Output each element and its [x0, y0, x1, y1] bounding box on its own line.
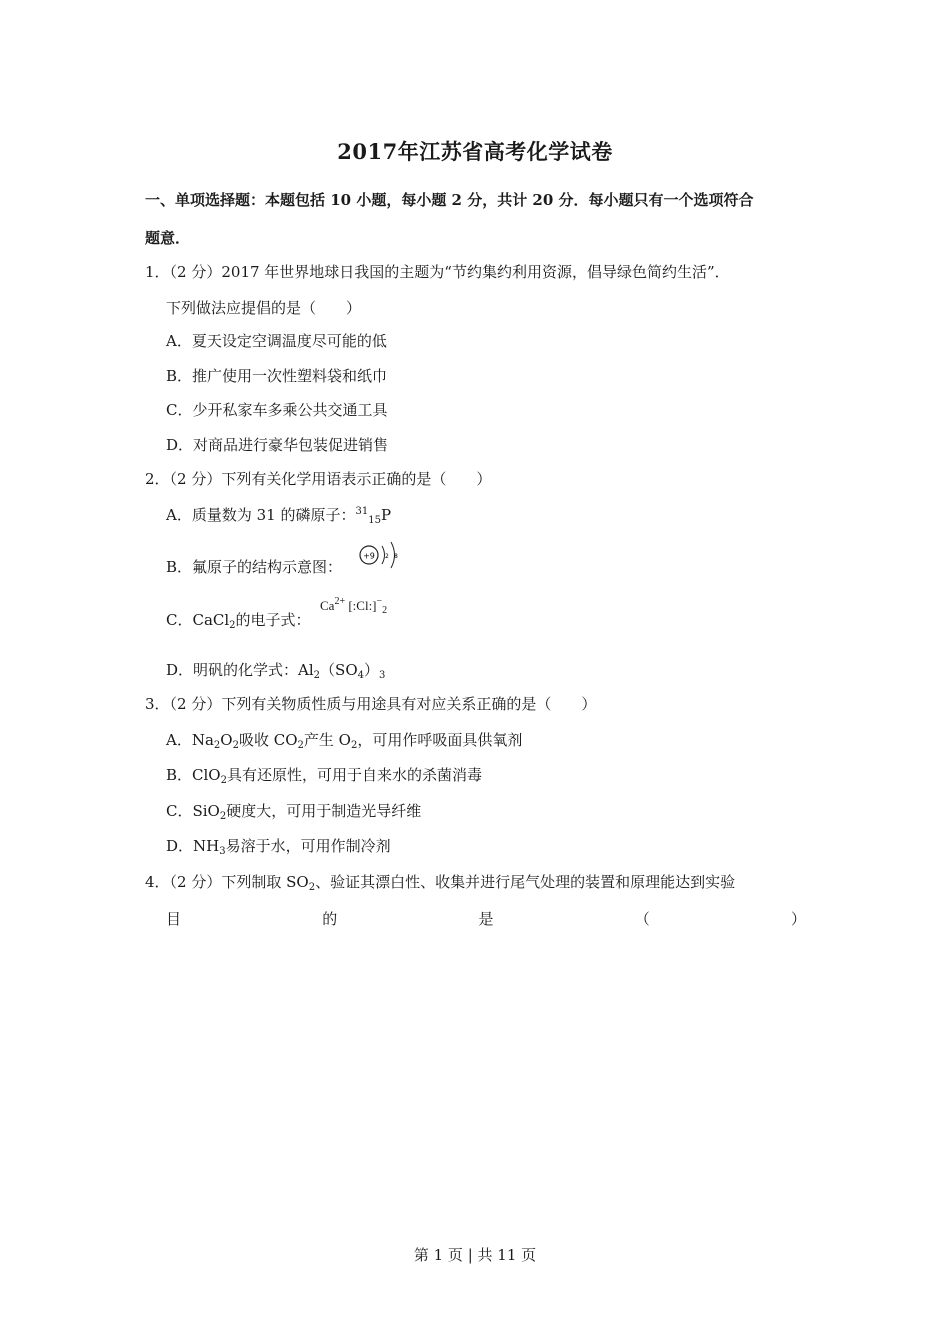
page-footer: 第 1 页 | 共 11 页 — [413, 1246, 537, 1264]
q2-option-b-text: B．氟原子的结构示意图： — [166, 558, 343, 576]
q2-option-d-prefix: D．明矾的化学式：Al — [166, 661, 314, 679]
q4-word: 目 — [166, 910, 182, 928]
fluorine-atom-diagram-icon — [358, 540, 402, 572]
chloride-charge: − — [376, 596, 383, 607]
q2-option-d-sub1: 2 — [313, 670, 321, 681]
q4-stem-justified-line — [166, 908, 806, 929]
subscript: 2 — [220, 775, 227, 786]
shell-electrons-2: 8 — [394, 553, 398, 560]
q1-stem-line1: 1．（2 分）2017 年世界地球日我国的主题为“节约集约利用资源，倡导绿色简约生活”． — [145, 263, 730, 281]
text-part: O — [220, 731, 233, 749]
q2-stem: 2．（2 分）下列有关化学用语表示正确的是（ ） — [145, 470, 492, 488]
q3-stem: 3．（2 分）下列有关物质性质与用途具有对应关系正确的是（ ） — [145, 695, 597, 713]
q2-element-symbol: P — [380, 506, 392, 524]
q4-word: 是 — [478, 910, 494, 928]
text-part: 硬度大，可用于制造光导纤维 — [226, 802, 422, 820]
q2-option-c-sub: 2 — [229, 620, 236, 631]
subscript: 2 — [297, 740, 304, 751]
text-part: ，可用作呼吸面具供氧剂 — [357, 731, 523, 749]
page-title: 2017年江苏省高考化学试卷 — [337, 139, 613, 164]
cacl2-electron-formula — [320, 598, 387, 614]
q3-option-d — [166, 836, 391, 856]
calcium-symbol: Ca — [320, 598, 335, 613]
q1-option-c: C．少开私家车多乘公共交通工具 — [166, 401, 388, 419]
q2-option-c-prefix: C．CaCl — [166, 611, 230, 629]
subscript: 2 — [308, 882, 316, 893]
q4-word: ） — [790, 910, 806, 928]
text-part: B．ClO — [166, 766, 221, 784]
text-part: 吸收 CO — [238, 731, 298, 749]
text-part: 、验证其漂白性、收集并进行尾气处理的装置和原理能达到实验 — [315, 873, 736, 891]
q2-option-d — [166, 660, 385, 680]
section-heading-line1: 一、单项选择题：本题包括 10 小题，每小题 2 分，共计 20 分．每小题只有一个选项符合 — [145, 191, 754, 209]
q4-word: 的 — [322, 910, 338, 928]
subscript: 2 — [219, 811, 227, 822]
subscript: 2 — [232, 740, 239, 751]
text-part: 4．（2 分）下列制取 SO — [145, 873, 309, 891]
q4-stem — [145, 872, 735, 892]
q2-option-d-mid: （SO — [320, 661, 358, 679]
text-part: C．SiO — [166, 802, 220, 820]
q2-mass-number: 31 — [355, 506, 369, 517]
q2-option-d-sub2: 4 — [357, 670, 364, 681]
q3-option-b — [166, 765, 482, 785]
chloride-count: 2 — [382, 605, 388, 616]
atom-nucleus-label: +9 — [363, 551, 375, 561]
q4-word: （ — [634, 910, 650, 928]
q2-option-d-close: ） — [364, 661, 380, 679]
subscript: 2 — [350, 740, 358, 751]
text-part: 产生 O — [303, 731, 351, 749]
q1-option-b: B．推广使用一次性塑料袋和纸巾 — [166, 367, 388, 385]
q2-option-b — [166, 557, 342, 577]
q2-option-a — [166, 505, 391, 525]
text-part: D．NH — [166, 837, 220, 855]
q3-option-c — [166, 801, 421, 821]
subscript: 3 — [219, 846, 226, 857]
q1-option-a: A．夏天设定空调温度尽可能的低 — [166, 332, 387, 350]
section-heading-line2: 题意． — [145, 229, 191, 247]
q3-option-a — [166, 730, 522, 750]
shell-electrons-1: 2 — [385, 553, 389, 560]
text-part: 易溶于水，可用作制冷剂 — [225, 837, 391, 855]
q2-option-a-text: A．质量数为 31 的磷原子： — [166, 506, 356, 524]
q2-option-c — [166, 610, 311, 630]
q2-option-c-suffix: 的电子式： — [235, 611, 311, 629]
subscript: 2 — [213, 740, 221, 751]
q1-stem-line2: 下列做法应提倡的是（ ） — [166, 299, 362, 317]
q1-option-d: D．对商品进行豪华包装促进销售 — [166, 436, 389, 454]
text-part: 具有还原性，可用于自来水的杀菌消毒 — [226, 766, 482, 784]
q2-option-d-sub3: 3 — [379, 670, 386, 681]
chloride-symbol: [:Cl:] — [348, 598, 377, 613]
calcium-charge: 2+ — [334, 596, 346, 607]
text-part: A．Na — [166, 731, 214, 749]
q2-atomic-number: 15 — [368, 515, 381, 526]
